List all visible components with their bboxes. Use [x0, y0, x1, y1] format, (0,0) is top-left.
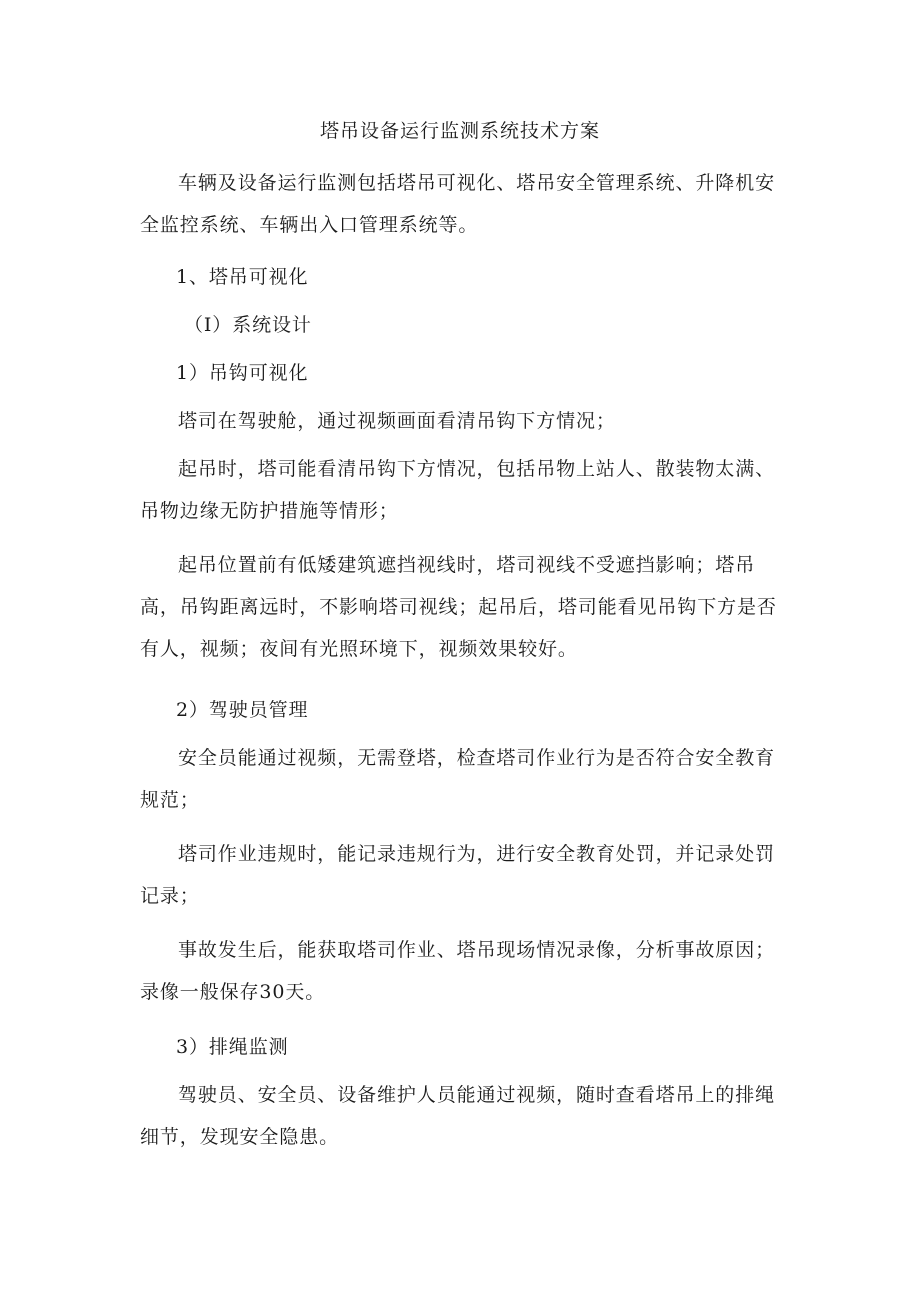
- item-heading-driver-management: 2）驾驶员管理: [176, 699, 309, 721]
- section-heading-tower-crane-visualization: 1、塔吊可视化: [176, 266, 309, 288]
- paragraph-lifting-conditions: 起吊时，塔司能看清吊钩下方情况，包括吊物上站人、散装物太满、吊物边缘无防护措施等情形；: [140, 458, 776, 522]
- item-heading-hook-visualization: 1）吊钩可视化: [176, 362, 309, 384]
- paragraph-rope-detail: 驾驶员、安全员、设备维护人员能通过视频，随时查看塔吊上的排绳细节，发现安全隐患。: [140, 1084, 776, 1148]
- paragraph-line-of-sight: 起吊位置前有低矮建筑遮挡视线时，塔司视线不受遮挡影响；塔吊高，吊钩距离远时，不影响塔司视线；起吊后，塔司能看见吊钩下方是否有人，视频；夜间有光照环境下，视频效果较好。: [140, 554, 777, 660]
- paragraph-hook-view: 塔司在驾驶舱，通过视频画面看清吊钩下方情况；: [178, 410, 616, 432]
- subsection-heading-system-design: （I）系统设计: [184, 314, 312, 336]
- item-heading-rope-monitoring: 3）排绳监测: [176, 1036, 289, 1058]
- document-title: 塔吊设备运行监测系统技术方案: [319, 120, 600, 142]
- paragraph-accident-recording: 事故发生后，能获取塔司作业、塔吊现场情况录像，分析事故原因；录像一般保存30天。: [140, 939, 776, 1003]
- intro-paragraph: 车辆及设备运行监测包括塔吊可视化、塔吊安全管理系统、升降机安全监控系统、车辆出入口管理系统等。: [140, 172, 776, 236]
- paragraph-violation-record: 塔司作业违规时，能记录违规行为，进行安全教育处罚，并记录处罚记录；: [140, 843, 776, 907]
- paragraph-safety-inspection: 安全员能通过视频，无需登塔，检查塔司作业行为是否符合安全教育规范；: [140, 747, 776, 811]
